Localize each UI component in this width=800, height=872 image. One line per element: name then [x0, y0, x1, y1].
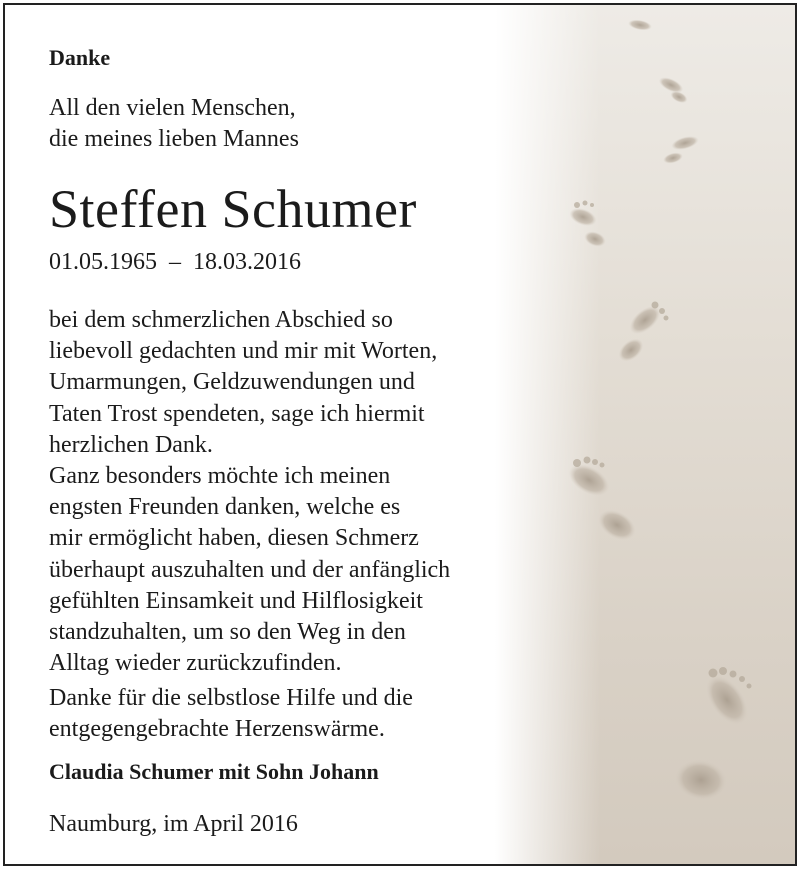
- sand-footprints-image: [495, 5, 795, 864]
- body-line: Ganz besonders möchte ich meinen: [49, 463, 391, 490]
- body-line: standzuhalten, um so den Weg in den: [49, 619, 406, 646]
- body-line: Taten Trost spendeten, sage ich hiermit: [49, 400, 425, 427]
- body-line: liebevoll gedachten und mir mit Worten,: [49, 338, 438, 365]
- life-dates: 01.05.1965 – 18.03.2016: [49, 249, 301, 275]
- obituary-card: [3, 3, 797, 866]
- closing-text: [49, 683, 413, 745]
- closing-line: entgegengebrachte Herzenswärme.: [49, 716, 385, 742]
- deceased-name: Steffen Schumer: [49, 179, 417, 239]
- signature: Claudia Schumer mit Sohn Johann: [49, 759, 379, 784]
- body-line: überhaupt auszuhalten und der anfänglich: [49, 556, 451, 583]
- body-line: engsten Freunden danken, welche es: [49, 494, 401, 521]
- body-line: Umarmungen, Geldzuwendungen und: [49, 369, 415, 396]
- body-line: herzlichen Dank.: [49, 431, 213, 458]
- body-line: mir ermöglicht haben, diesen Schmerz: [49, 525, 419, 552]
- closing-line: Danke für die selbstlose Hilfe und die: [49, 685, 413, 711]
- body-line: gefühlten Einsamkeit und Hilflosigkeit: [49, 587, 423, 614]
- heading-danke: Danke: [49, 45, 111, 70]
- body-line: Alltag wieder zurückzufinden.: [49, 650, 342, 677]
- intro-text: [49, 93, 299, 155]
- intro-line: die meines lieben Mannes: [49, 126, 299, 152]
- footprints-icon: [495, 5, 795, 866]
- body-text: [49, 305, 450, 679]
- place-date: Naumburg, im April 2016: [49, 811, 298, 837]
- intro-line: All den vielen Menschen,: [49, 95, 296, 121]
- body-line: bei dem schmerzlichen Abschied so: [49, 307, 393, 333]
